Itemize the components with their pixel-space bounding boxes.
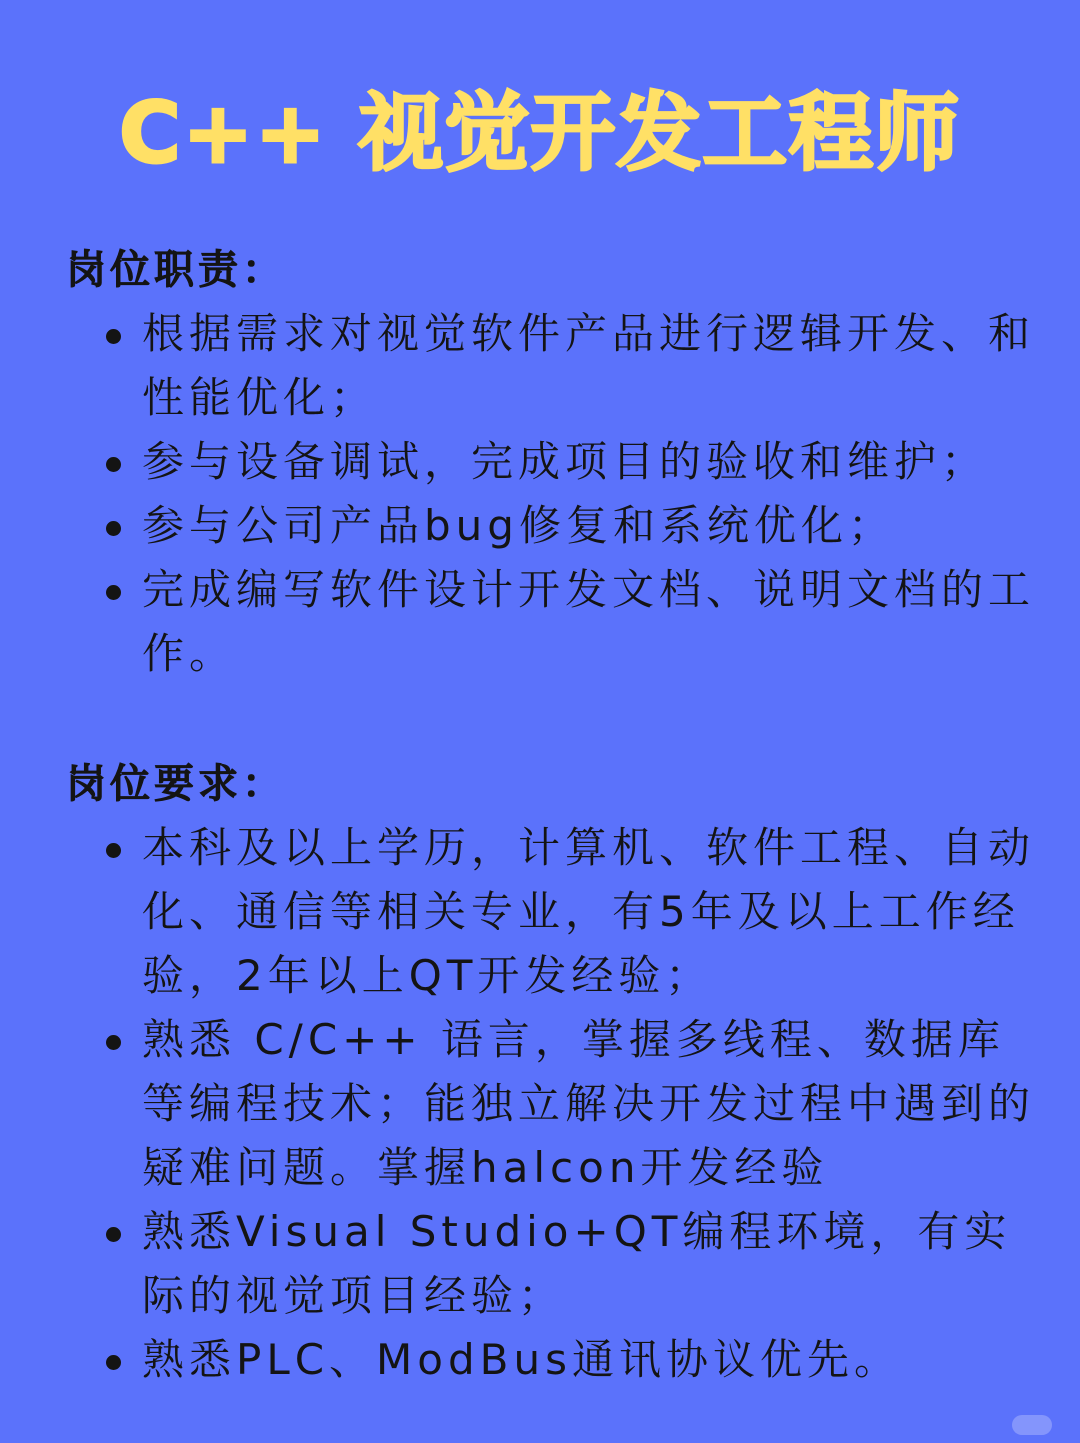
list-item-text: 本科及以上学历，计算机、软件工程、自动化、通信等相关专业，有5年及以上工作经验，2年以上QT开发经验； (142, 823, 1036, 1000)
duties-section (66, 238, 1046, 686)
bullet-icon (106, 585, 121, 600)
list-item (66, 1200, 1046, 1328)
duties-heading: 岗位职责： (66, 247, 286, 293)
watermark-icon (1012, 1415, 1052, 1435)
list-item (66, 1328, 1046, 1392)
list-item (66, 1008, 1046, 1200)
list-item-text: 熟悉PLC、ModBus通讯协议优先。 (142, 1335, 901, 1384)
bullet-icon (106, 843, 121, 858)
list-item (66, 430, 1046, 494)
requirements-list (66, 816, 1046, 1392)
bullet-icon (106, 1355, 121, 1370)
bullet-icon (106, 329, 121, 344)
bullet-icon (106, 1035, 121, 1050)
list-item (66, 816, 1046, 1008)
requirements-section (66, 752, 1046, 1392)
list-item (66, 494, 1046, 558)
bullet-icon (106, 521, 121, 536)
bullet-icon (106, 457, 121, 472)
list-item-text: 根据需求对视觉软件产品进行逻辑开发、和性能优化； (142, 309, 1036, 422)
list-item-text: 参与设备调试，完成项目的验收和维护； (142, 437, 989, 486)
list-item-text: 参与公司产品bug修复和系统优化； (142, 501, 895, 550)
list-item (66, 302, 1046, 430)
duties-list (66, 302, 1046, 686)
list-item-text: 熟悉 C/C++ 语言，掌握多线程、数据库等编程技术；能独立解决开发过程中遇到的疑难问题。掌握halcon开发经验 (142, 1015, 1036, 1192)
list-item-text: 熟悉Visual Studio+QT编程环境，有实际的视觉项目经验； (142, 1207, 1012, 1320)
list-item (66, 558, 1046, 686)
list-item-text: 完成编写软件设计开发文档、说明文档的工作。 (142, 565, 1036, 678)
bullet-icon (106, 1227, 121, 1242)
requirements-heading: 岗位要求： (66, 761, 286, 807)
page-title: C++ 视觉开发工程师 (119, 84, 961, 182)
